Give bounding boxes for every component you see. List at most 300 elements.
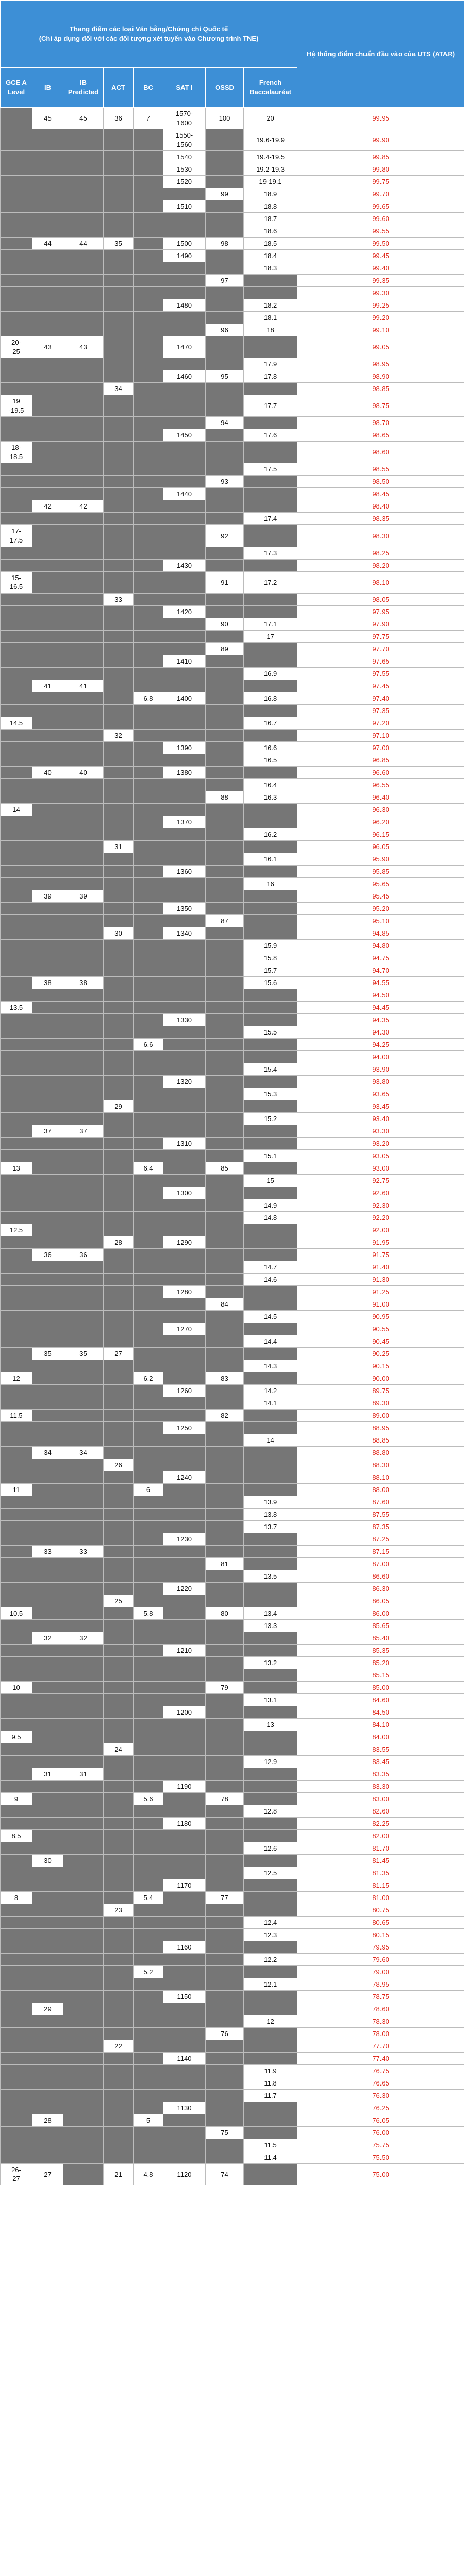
table-row: [1, 1298, 464, 1310]
cell-gce-a-level: [1, 902, 32, 914]
cell-french-baccalaureat: [244, 803, 297, 816]
cell-atar: 94.70: [297, 964, 464, 976]
cell-ib: [32, 1656, 63, 1669]
cell-bc: [134, 1570, 163, 1582]
cell-french-baccalaureat: 17.2: [244, 571, 297, 593]
cell-french-baccalaureat: [244, 559, 297, 571]
cell-sat-i: 1140: [163, 2052, 206, 2064]
cell-ib-predicted: [63, 1384, 104, 1397]
cell-act: [104, 877, 134, 890]
cell-ib: [32, 1112, 63, 1125]
cell-french-baccalaureat: 16.9: [244, 667, 297, 680]
cell-french-baccalaureat: 12.1: [244, 1978, 297, 1990]
cell-sat-i: 1490: [163, 250, 206, 262]
cell-ib-predicted: [63, 2114, 104, 2126]
table-row: [1, 442, 464, 463]
cell-french-baccalaureat: 12.3: [244, 1928, 297, 1941]
cell-ossd: [206, 704, 244, 717]
cell-sat-i: [163, 2015, 206, 2027]
cell-atar: 99.05: [297, 336, 464, 358]
cell-ib: [32, 1075, 63, 1088]
cell-act: [104, 2151, 134, 2163]
cell-atar: 89.75: [297, 1384, 464, 1397]
cell-sat-i: [163, 1112, 206, 1125]
cell-gce-a-level: [1, 1755, 32, 1768]
cell-ib: [32, 1310, 63, 1323]
cell-ib: [32, 1421, 63, 1434]
cell-french-baccalaureat: 18.3: [244, 262, 297, 275]
cell-act: [104, 429, 134, 442]
cell-act: [104, 1879, 134, 1891]
cell-atar: 81.15: [297, 1879, 464, 1891]
table-row: [1, 299, 464, 312]
cell-ossd: 96: [206, 324, 244, 336]
cell-bc: 6.8: [134, 692, 163, 704]
cell-act: [104, 914, 134, 927]
table-row: [1, 213, 464, 225]
cell-atar: 99.75: [297, 176, 464, 188]
cell-sat-i: [163, 1595, 206, 1607]
cell-ib: 32: [32, 1632, 63, 1644]
cell-ossd: [206, 1026, 244, 1038]
cell-gce-a-level: [1, 1434, 32, 1446]
cell-french-baccalaureat: [244, 1817, 297, 1829]
cell-ib: [32, 630, 63, 642]
table-row: [1, 525, 464, 547]
cell-gce-a-level: [1, 593, 32, 605]
cell-atar: 99.80: [297, 163, 464, 176]
cell-sat-i: [163, 1632, 206, 1644]
cell-french-baccalaureat: 18.5: [244, 238, 297, 250]
cell-ossd: [206, 262, 244, 275]
cell-act: [104, 1013, 134, 1026]
cell-sat-i: [163, 188, 206, 200]
cell-french-baccalaureat: 18.6: [244, 225, 297, 238]
cell-gce-a-level: [1, 1805, 32, 1817]
cell-sat-i: [163, 791, 206, 803]
cell-bc: [134, 500, 163, 513]
cell-atar: 90.00: [297, 1372, 464, 1384]
cell-bc: [134, 2077, 163, 2089]
cell-ib-predicted: 33: [63, 1545, 104, 1557]
cell-act: 33: [104, 593, 134, 605]
cell-gce-a-level: [1, 151, 32, 163]
cell-bc: [134, 778, 163, 791]
cell-ib: 29: [32, 2003, 63, 2015]
cell-gce-a-level: [1, 463, 32, 476]
cell-bc: [134, 865, 163, 877]
cell-act: [104, 1075, 134, 1088]
cell-french-baccalaureat: [244, 1162, 297, 1174]
cell-ossd: 98: [206, 238, 244, 250]
cell-act: [104, 476, 134, 488]
cell-gce-a-level: [1, 358, 32, 370]
cell-ib-predicted: [63, 1941, 104, 1953]
cell-bc: [134, 630, 163, 642]
cell-ossd: [206, 200, 244, 213]
cell-ib: [32, 2151, 63, 2163]
cell-sat-i: [163, 287, 206, 299]
cell-ib: [32, 1891, 63, 1904]
cell-atar: 97.40: [297, 692, 464, 704]
cell-sat-i: [163, 1792, 206, 1805]
cell-sat-i: [163, 1063, 206, 1075]
cell-act: [104, 312, 134, 324]
cell-french-baccalaureat: [244, 1595, 297, 1607]
cell-sat-i: [163, 1693, 206, 1706]
cell-french-baccalaureat: 13.8: [244, 1508, 297, 1520]
cell-french-baccalaureat: [244, 1125, 297, 1137]
table-row: [1, 1632, 464, 1644]
cell-french-baccalaureat: [244, 1743, 297, 1755]
cell-bc: [134, 442, 163, 463]
cell-atar: 79.95: [297, 1941, 464, 1953]
cell-french-baccalaureat: 12: [244, 2015, 297, 2027]
cell-sat-i: [163, 1360, 206, 1372]
cell-sat-i: [163, 1459, 206, 1471]
cell-ossd: [206, 1533, 244, 1545]
cell-ossd: [206, 1248, 244, 1261]
cell-ib: [32, 1607, 63, 1619]
cell-sat-i: [163, 1273, 206, 1285]
table-row: [1, 275, 464, 287]
cell-french-baccalaureat: [244, 1347, 297, 1360]
cell-sat-i: [163, 213, 206, 225]
cell-ib-predicted: [63, 1891, 104, 1904]
table-row: [1, 1805, 464, 1817]
cell-gce-a-level: [1, 417, 32, 429]
cell-ossd: [206, 1199, 244, 1211]
cell-act: [104, 1891, 134, 1904]
cell-ib-predicted: [63, 1842, 104, 1854]
cell-ossd: [206, 1829, 244, 1842]
cell-ossd: [206, 1817, 244, 1829]
cell-atar: 98.35: [297, 513, 464, 525]
cell-atar: 76.25: [297, 2102, 464, 2114]
cell-ossd: [206, 865, 244, 877]
cell-ib-predicted: [63, 163, 104, 176]
cell-sat-i: [163, 1681, 206, 1693]
cell-bc: [134, 877, 163, 890]
cell-bc: [134, 1174, 163, 1187]
cell-act: [104, 299, 134, 312]
cell-ossd: [206, 1335, 244, 1347]
cell-bc: [134, 1953, 163, 1965]
col-header-french-baccalaureat: French Baccalauréat: [244, 68, 297, 108]
cell-act: [104, 1026, 134, 1038]
cell-gce-a-level: [1, 287, 32, 299]
cell-ib: 33: [32, 1545, 63, 1557]
cell-atar: 82.60: [297, 1805, 464, 1817]
cell-ib: [32, 1236, 63, 1248]
cell-french-baccalaureat: [244, 525, 297, 547]
cell-atar: 97.20: [297, 717, 464, 729]
cell-ib-predicted: [63, 2040, 104, 2052]
cell-sat-i: 1220: [163, 1582, 206, 1595]
cell-atar: 84.10: [297, 1718, 464, 1731]
cell-french-baccalaureat: [244, 1224, 297, 1236]
cell-atar: 87.00: [297, 1557, 464, 1570]
cell-bc: [134, 1842, 163, 1854]
cell-gce-a-level: [1, 2015, 32, 2027]
cell-sat-i: [163, 1446, 206, 1459]
cell-sat-i: [163, 2040, 206, 2052]
cell-atar: 88.30: [297, 1459, 464, 1471]
cell-act: [104, 1174, 134, 1187]
cell-atar: 93.05: [297, 1149, 464, 1162]
cell-ib: [32, 324, 63, 336]
cell-ib-predicted: [63, 914, 104, 927]
cell-sat-i: 1540: [163, 151, 206, 163]
cell-ib-predicted: 44: [63, 238, 104, 250]
cell-french-baccalaureat: 13.5: [244, 1570, 297, 1582]
cell-gce-a-level: [1, 914, 32, 927]
cell-ib-predicted: [63, 754, 104, 766]
cell-french-baccalaureat: 15: [244, 1174, 297, 1187]
cell-gce-a-level: [1, 816, 32, 828]
cell-ib-predicted: [63, 129, 104, 151]
cell-gce-a-level: [1, 778, 32, 791]
table-row: [1, 2027, 464, 2040]
cell-gce-a-level: [1, 1360, 32, 1372]
cell-french-baccalaureat: [244, 865, 297, 877]
cell-ib-predicted: [63, 1323, 104, 1335]
cell-ossd: [206, 1496, 244, 1508]
cell-ib-predicted: [63, 1459, 104, 1471]
cell-french-baccalaureat: 13.4: [244, 1607, 297, 1619]
cell-ossd: [206, 1916, 244, 1928]
cell-atar: 98.70: [297, 417, 464, 429]
cell-sat-i: 1420: [163, 605, 206, 618]
cell-french-baccalaureat: 19.4-19.5: [244, 151, 297, 163]
cell-gce-a-level: [1, 1953, 32, 1965]
cell-ib: [32, 1842, 63, 1854]
cell-ib: 27: [32, 2163, 63, 2185]
cell-sat-i: [163, 1718, 206, 1731]
cell-bc: [134, 1125, 163, 1137]
cell-gce-a-level: [1, 476, 32, 488]
cell-act: [104, 1397, 134, 1409]
cell-ossd: [206, 605, 244, 618]
cell-ossd: [206, 225, 244, 238]
cell-ib: [32, 2052, 63, 2064]
table-row: [1, 976, 464, 989]
cell-ib-predicted: [63, 1434, 104, 1446]
table-row: [1, 129, 464, 151]
cell-act: [104, 630, 134, 642]
cell-bc: [134, 1421, 163, 1434]
cell-ib-predicted: [63, 655, 104, 667]
cell-act: [104, 2102, 134, 2114]
cell-atar: 97.75: [297, 630, 464, 642]
cell-ossd: [206, 1063, 244, 1075]
cell-act: [104, 1817, 134, 1829]
cell-french-baccalaureat: 12.6: [244, 1842, 297, 1854]
cell-atar: 84.60: [297, 1693, 464, 1706]
cell-ib-predicted: [63, 667, 104, 680]
cell-atar: 83.55: [297, 1743, 464, 1755]
cell-ossd: [206, 2015, 244, 2027]
cell-gce-a-level: [1, 1520, 32, 1533]
cell-ib-predicted: [63, 1582, 104, 1595]
cell-ib: [32, 791, 63, 803]
cell-act: [104, 1582, 134, 1595]
cell-ossd: [206, 1187, 244, 1199]
cell-ib-predicted: [63, 1075, 104, 1088]
cell-ossd: [206, 129, 244, 151]
table-row: [1, 1409, 464, 1421]
cell-atar: 98.55: [297, 463, 464, 476]
table-row: [1, 766, 464, 778]
cell-sat-i: [163, 1038, 206, 1050]
cell-ossd: 82: [206, 1409, 244, 1421]
cell-act: [104, 816, 134, 828]
cell-act: [104, 1681, 134, 1693]
cell-atar: 97.70: [297, 642, 464, 655]
table-row: [1, 778, 464, 791]
cell-sat-i: [163, 1928, 206, 1941]
cell-act: [104, 655, 134, 667]
cell-ossd: [206, 1273, 244, 1285]
cell-ib: [32, 1817, 63, 1829]
cell-act: [104, 1508, 134, 1520]
cell-french-baccalaureat: [244, 2163, 297, 2185]
cell-french-baccalaureat: [244, 704, 297, 717]
cell-ossd: 97: [206, 275, 244, 287]
table-row: [1, 1829, 464, 1842]
cell-ib: [32, 1533, 63, 1545]
cell-gce-a-level: [1, 1817, 32, 1829]
cell-ib-predicted: [63, 593, 104, 605]
cell-ossd: [206, 1731, 244, 1743]
cell-act: [104, 1978, 134, 1990]
cell-sat-i: [163, 1867, 206, 1879]
cell-act: [104, 803, 134, 816]
cell-ossd: [206, 1347, 244, 1360]
cell-gce-a-level: [1, 1211, 32, 1224]
cell-ossd: [206, 1174, 244, 1187]
cell-gce-a-level: [1, 547, 32, 559]
table-row: [1, 630, 464, 642]
cell-ossd: [206, 1434, 244, 1446]
cell-act: [104, 939, 134, 952]
table-row: [1, 1236, 464, 1248]
cell-atar: 86.00: [297, 1607, 464, 1619]
cell-ib: [32, 383, 63, 395]
cell-act: 29: [104, 1100, 134, 1112]
cell-ib-predicted: [63, 939, 104, 952]
cell-gce-a-level: [1, 1459, 32, 1471]
cell-ib-predicted: [63, 1867, 104, 1879]
cell-french-baccalaureat: [244, 1446, 297, 1459]
table-row: [1, 2114, 464, 2126]
cell-act: [104, 1434, 134, 1446]
table-row: [1, 840, 464, 853]
cell-ossd: [206, 2077, 244, 2089]
cell-sat-i: [163, 939, 206, 952]
cell-ib-predicted: [63, 630, 104, 642]
table-row: [1, 2151, 464, 2163]
cell-act: [104, 1162, 134, 1174]
cell-bc: [134, 1805, 163, 1817]
table-row: [1, 1248, 464, 1261]
cell-act: [104, 188, 134, 200]
cell-ossd: [206, 500, 244, 513]
cell-french-baccalaureat: [244, 1632, 297, 1644]
cell-gce-a-level: [1, 370, 32, 383]
cell-french-baccalaureat: [244, 1459, 297, 1471]
cell-gce-a-level: [1, 1545, 32, 1557]
cell-atar: 82.00: [297, 1829, 464, 1842]
table-row: [1, 1669, 464, 1681]
cell-ib-predicted: [63, 828, 104, 840]
cell-ossd: [206, 1965, 244, 1978]
cell-act: 35: [104, 238, 134, 250]
cell-french-baccalaureat: 19.2-19.3: [244, 163, 297, 176]
cell-gce-a-level: [1, 108, 32, 129]
cell-bc: [134, 976, 163, 989]
cell-ib: [32, 463, 63, 476]
cell-atar: 89.00: [297, 1409, 464, 1421]
cell-act: [104, 324, 134, 336]
cell-french-baccalaureat: [244, 593, 297, 605]
cell-french-baccalaureat: [244, 1792, 297, 1805]
cell-ib: [32, 1755, 63, 1768]
cell-act: [104, 163, 134, 176]
table-row: [1, 877, 464, 890]
cell-french-baccalaureat: 11.9: [244, 2064, 297, 2077]
table-row: [1, 1483, 464, 1496]
cell-act: [104, 680, 134, 692]
table-row: [1, 1335, 464, 1347]
cell-french-baccalaureat: [244, 1013, 297, 1026]
cell-ossd: [206, 1224, 244, 1236]
table-row: [1, 2015, 464, 2027]
cell-ib: [32, 417, 63, 429]
cell-ib: [32, 1174, 63, 1187]
cell-french-baccalaureat: [244, 488, 297, 500]
table-row: [1, 1125, 464, 1137]
cell-atar: 98.95: [297, 358, 464, 370]
cell-ib-predicted: [63, 1187, 104, 1199]
cell-french-baccalaureat: 16: [244, 877, 297, 890]
cell-sat-i: [163, 877, 206, 890]
cell-ib-predicted: [63, 1508, 104, 1520]
cell-sat-i: [163, 1570, 206, 1582]
cell-ossd: [206, 2151, 244, 2163]
cell-atar: 83.45: [297, 1755, 464, 1768]
cell-ib-predicted: [63, 383, 104, 395]
cell-ib-predicted: [63, 1397, 104, 1409]
col-header-ossd: OSSD: [206, 68, 244, 108]
cell-gce-a-level: [1, 692, 32, 704]
table-row: [1, 1496, 464, 1508]
cell-ib-predicted: [63, 176, 104, 188]
cell-sat-i: 1470: [163, 336, 206, 358]
cell-act: [104, 417, 134, 429]
cell-french-baccalaureat: 18.7: [244, 213, 297, 225]
cell-sat-i: 1380: [163, 766, 206, 778]
cell-ossd: [206, 1595, 244, 1607]
cell-french-baccalaureat: [244, 729, 297, 741]
cell-french-baccalaureat: [244, 2114, 297, 2126]
table-row: [1, 2064, 464, 2077]
cell-sat-i: 1350: [163, 902, 206, 914]
cell-atar: 97.00: [297, 741, 464, 754]
cell-french-baccalaureat: 15.9: [244, 939, 297, 952]
cell-ib-predicted: [63, 1755, 104, 1768]
cell-ib: [32, 1829, 63, 1842]
